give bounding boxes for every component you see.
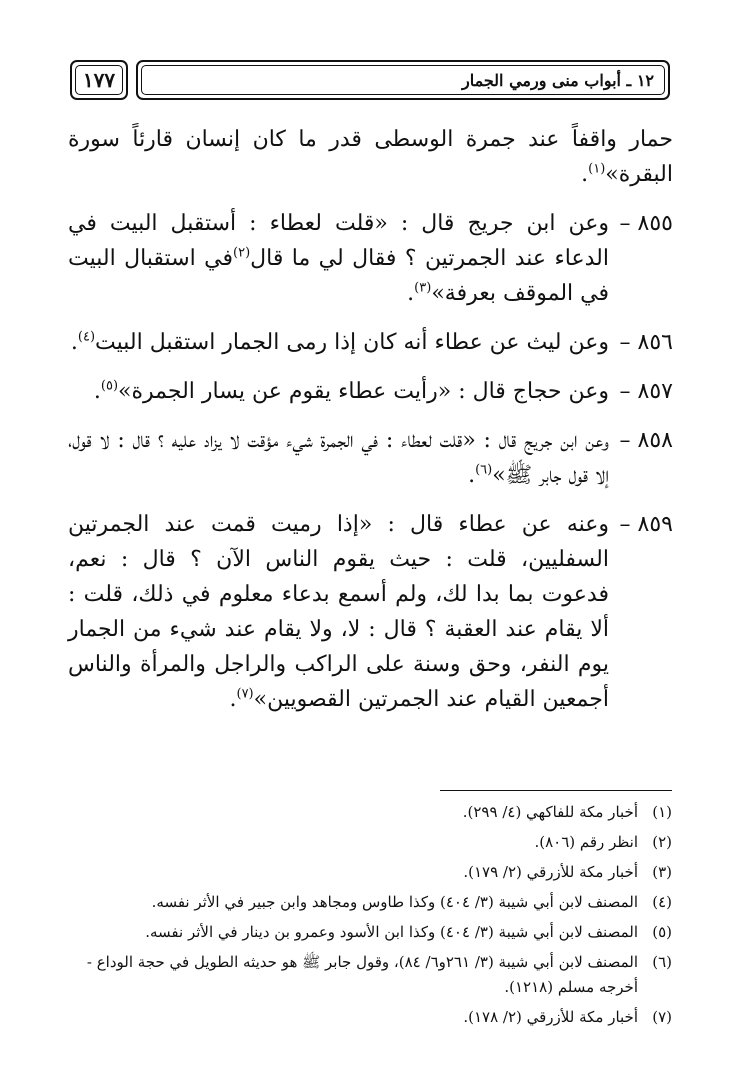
entry-text-part: وعن ابن جريج قال : «قلت لعطاء : في الجمرة شيء مؤقت لا يزاد عليه ؟ قال : لا قول، إلا قول جابر ﷺ» bbox=[68, 428, 609, 488]
entry-859 bbox=[68, 507, 673, 717]
footnote-text: أخبار مكة للفاكهي (٤/ ٢٩٩). bbox=[462, 803, 638, 821]
footnote-6 bbox=[72, 950, 672, 1000]
footnote-text: أخبار مكة للأزرقي (٢/ ١٧٩). bbox=[463, 863, 638, 881]
entry-856 bbox=[68, 325, 673, 360]
footnote-ref: (٣) bbox=[414, 280, 432, 296]
footnote-2 bbox=[72, 830, 672, 855]
entry-857 bbox=[68, 374, 673, 409]
footnote-1 bbox=[72, 800, 672, 825]
footnote-separator bbox=[440, 790, 672, 791]
entry-855 bbox=[68, 206, 673, 311]
footnote-number: (٣) bbox=[652, 863, 672, 881]
footnote-text: المصنف لابن أبي شيبة (٣/ ٤٠٤) وكذا طاوس ومجاهد وابن جبير في الأثر نفسه. bbox=[151, 893, 638, 911]
entry-text bbox=[68, 325, 609, 360]
footnote-number: (٤) bbox=[652, 893, 672, 911]
entry-text-part: في استقبال البيت في الموقف بعرفة» bbox=[68, 246, 609, 306]
footnote-ref: (٥) bbox=[100, 378, 119, 394]
entry-end: . bbox=[468, 463, 476, 488]
footnote-text: انظر رقم (٨٠٦). bbox=[534, 833, 638, 851]
footnote-text: المصنف لابن أبي شيبة (٣/ ٢٦١و٦/ ٨٤)، وقول جابر ﷺ هو حديثه الطويل في حجة الوداع - أخرجه مسلم (١٢١٨). bbox=[86, 953, 638, 996]
paragraph-end: . bbox=[581, 162, 589, 187]
paragraph-text: حمار واقفاً عند جمرة الوسطى قدر ما كان إنسان قارئاً سورة البقرة» bbox=[68, 127, 673, 187]
footnote-text: المصنف لابن أبي شيبة (٣/ ٤٠٤) وكذا ابن الأسود وعمرو بن دينار في الأثر نفسه. bbox=[145, 923, 638, 941]
entry-end: . bbox=[229, 687, 237, 712]
page-number-frame bbox=[70, 60, 128, 100]
footnote-ref: (٢) bbox=[233, 245, 251, 261]
entry-text-part: وعن ابن جريج قال : «قلت لعطاء : أستقبل البيت في الدعاء عند الجمرتين ؟ فقال لي ما قال bbox=[68, 211, 609, 271]
entry-end: . bbox=[70, 330, 78, 355]
entry-number: ٨٥٧ – bbox=[619, 379, 673, 404]
entry-858 bbox=[68, 423, 673, 493]
footnote-number: (٥) bbox=[652, 923, 672, 941]
entry-text bbox=[68, 507, 609, 717]
footnote-number: (٧) bbox=[652, 1008, 672, 1026]
running-title: ١٢ ـ أبواب منى ورمي الجمار bbox=[462, 70, 654, 90]
footnote-ref: (١) bbox=[588, 161, 606, 177]
entry-text bbox=[68, 374, 609, 409]
entry-number: ٨٥٦ – bbox=[619, 330, 673, 355]
entry-number: ٨٥٨ – bbox=[619, 428, 673, 453]
footnote-3 bbox=[72, 860, 672, 885]
page-header bbox=[70, 60, 670, 108]
footnote-ref: (٤) bbox=[77, 329, 96, 345]
footnote-text: أخبار مكة للأزرقي (٢/ ١٧٨). bbox=[463, 1008, 638, 1026]
continued-paragraph bbox=[68, 122, 673, 192]
footnote-ref: (٧) bbox=[236, 686, 254, 702]
entry-end: . bbox=[407, 281, 415, 306]
entry-end: . bbox=[93, 379, 101, 404]
footnote-number: (٦) bbox=[652, 953, 672, 971]
entry-text-part: وعن حجاج قال : «رأيت عطاء يقوم عن يسار الجمرة» bbox=[118, 379, 609, 404]
footnote-5 bbox=[72, 920, 672, 945]
entry-text-part: وعنه عن عطاء قال : «إذا رميت قمت عند الجمرتين السفليين، قلت : حيث يقوم الناس الآن ؟ قال : نعم، فدعوت بما بدا لك، ولم أسمع بدعاء معلوم في ذلك، قلت : ألا يقام عند العقبة ؟ قال : لا، ولا يقام عند شيء من الجمار يوم النفر، وحق وسنة على الراكب والراجل والمرأة والناس أجمعين القيام عند الجمرتين القصويين» bbox=[68, 512, 609, 712]
entry-text bbox=[68, 423, 609, 493]
footnote-7 bbox=[72, 1005, 672, 1030]
footnote-4 bbox=[72, 890, 672, 915]
entry-number: ٨٥٥ – bbox=[619, 211, 673, 236]
running-title-frame bbox=[136, 60, 670, 100]
entry-text-part: وعن ليث عن عطاء أنه كان إذا رمى الجمار استقبل البيت bbox=[95, 330, 609, 355]
entry-number: ٨٥٩ – bbox=[619, 512, 673, 537]
entry-text bbox=[68, 206, 609, 311]
page-number: ١٧٧ bbox=[82, 68, 116, 92]
main-text bbox=[68, 122, 673, 717]
footnote-number: (١) bbox=[652, 803, 672, 821]
footnote-ref: (٦) bbox=[475, 462, 493, 478]
footnote-number: (٢) bbox=[652, 833, 672, 851]
footnotes bbox=[72, 800, 672, 1035]
